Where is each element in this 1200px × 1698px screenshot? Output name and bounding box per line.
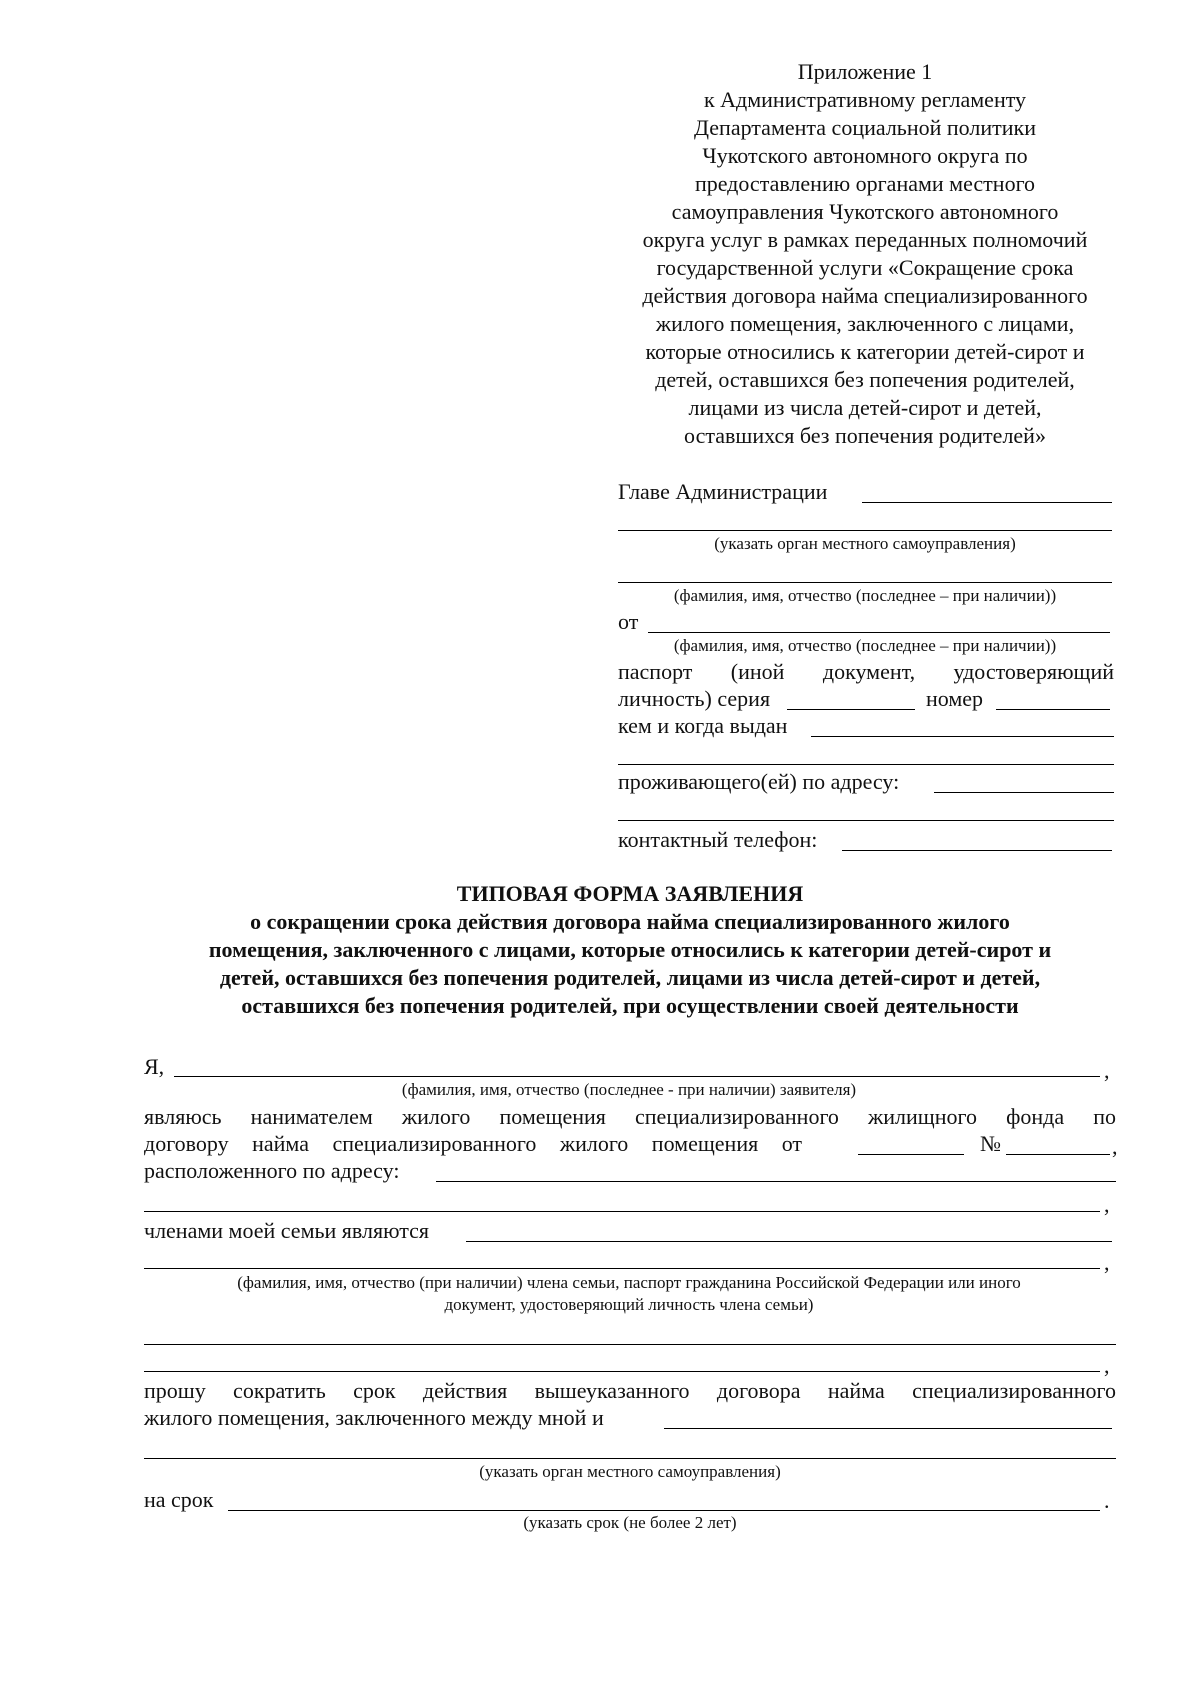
appendix-line: Приложение 1 [797, 59, 933, 84]
tenant-line: являюсь нанимателем жилого помещения специализированного жилищного фонда по [144, 1104, 1116, 1129]
term-label: на срок [144, 1487, 214, 1512]
appendix-line: которые относились к категории детей-сирот и [645, 339, 1085, 364]
authority-name-field-continued[interactable] [144, 1458, 1116, 1459]
authority-name-field[interactable] [664, 1428, 1112, 1429]
caption-authority: (указать орган местного самоуправления) [479, 1462, 781, 1481]
caption-fio: (фамилия, имя, отчество (последнее – при наличии)) [673, 636, 1057, 655]
authority-field[interactable] [618, 530, 1112, 531]
family-members-field-extra[interactable] [144, 1371, 1100, 1372]
term-field[interactable] [228, 1510, 1100, 1511]
passport-series-field[interactable] [787, 709, 915, 710]
head-fio-field[interactable] [618, 582, 1112, 583]
comma: , [1104, 1250, 1110, 1275]
family-members-field-extra[interactable] [144, 1344, 1116, 1345]
issued-field-continued[interactable] [618, 764, 1114, 765]
form-subtitle-line: о сокращении срока действия договора найма специализированного жилого [250, 909, 1010, 934]
family-members-field[interactable] [466, 1241, 1112, 1242]
passport-line: паспорт (иной документ, удостоверяющий [618, 659, 1114, 684]
caption-term: (указать срок (не более 2 лет) [523, 1513, 737, 1532]
appendix-line: Департамента социальной политики [694, 115, 1036, 140]
caption-authority: (указать орган местного самоуправления) [714, 534, 1016, 553]
property-address-field[interactable] [436, 1181, 1116, 1182]
form-subtitle-line: детей, оставшихся без попечения родителей, лицами из числа детей-сирот и детей, [219, 965, 1041, 990]
contract-date-field[interactable] [858, 1154, 964, 1155]
concluded-label: жилого помещения, заключенного между мной и [144, 1405, 604, 1430]
head-name-field[interactable] [862, 502, 1112, 503]
form-title: ТИПОВАЯ ФОРМА ЗАЯВЛЕНИЯ [456, 881, 804, 906]
head-label: Главе Администрации [618, 479, 828, 504]
i-label: Я, [144, 1054, 165, 1079]
caption-fio: (фамилия, имя, отчество (последнее – при наличии)) [673, 586, 1057, 605]
family-label: членами моей семьи являются [144, 1218, 430, 1243]
caption-applicant: (фамилия, имя, отчество (последнее - при наличии) заявителя) [401, 1080, 857, 1099]
issued-label: кем и когда выдан [618, 713, 788, 738]
number-sign: № [980, 1131, 1001, 1156]
contract-number-field[interactable] [1006, 1154, 1110, 1155]
comma: , [1104, 1353, 1110, 1378]
property-address-field-continued[interactable] [144, 1211, 1100, 1212]
appendix-line: детей, оставшихся без попечения родителей, [655, 367, 1075, 392]
appendix-line: действия договора найма специализированного [642, 283, 1088, 308]
from-label: от [618, 609, 639, 634]
applicant-name-field[interactable] [174, 1076, 1100, 1077]
comma: , [1112, 1134, 1118, 1159]
issued-field[interactable] [811, 736, 1114, 737]
appendix-line: округа услуг в рамках переданных полномочий [642, 227, 1088, 252]
phone-field[interactable] [842, 850, 1112, 851]
appendix-line: жилого помещения, заключенного с лицами, [655, 311, 1075, 336]
appendix-line: Чукотского автономного округа по [702, 143, 1028, 168]
passport-number-field[interactable] [996, 709, 1110, 710]
appendix-line: лицами из числа детей-сирот и детей, [688, 395, 1042, 420]
address-field[interactable] [934, 792, 1114, 793]
comma: , [1104, 1192, 1110, 1217]
comma: , [1104, 1058, 1110, 1083]
appendix-line: к Административному регламенту [703, 87, 1027, 112]
address-label: проживающего(ей) по адресу: [618, 769, 900, 794]
form-subtitle-line: оставшихся без попечения родителей, при осуществлении своей деятельности [241, 993, 1019, 1018]
phone-label: контактный телефон: [618, 827, 818, 852]
request-line: прошу сократить срок действия вышеуказанного договора найма специализированного [144, 1378, 1116, 1403]
appendix-line: предоставлению органами местного [694, 171, 1036, 196]
located-label: расположенного по адресу: [144, 1158, 400, 1183]
family-members-field-continued[interactable] [144, 1268, 1100, 1269]
address-field-continued[interactable] [618, 820, 1114, 821]
contract-line: договору найма специализированного жилого помещения от [144, 1131, 803, 1156]
passport-series-label: личность) серия [618, 686, 771, 711]
appendix-line: государственной услуги «Сокращение срока [656, 255, 1074, 280]
applicant-fio-field[interactable] [648, 632, 1110, 633]
appendix-line: самоуправления Чукотского автономного [671, 199, 1059, 224]
caption-family: документ, удостоверяющий личность члена семьи) [444, 1295, 814, 1314]
caption-family: (фамилия, имя, отчество (при наличии) члена семьи, паспорт гражданина Российской Федерации или иного [237, 1273, 1021, 1292]
period: . [1104, 1488, 1110, 1513]
form-subtitle-line: помещения, заключенного с лицами, которые относились к категории детей-сирот и [208, 937, 1052, 962]
passport-number-label: номер [926, 686, 984, 711]
appendix-line: оставшихся без попечения родителей» [684, 423, 1046, 448]
